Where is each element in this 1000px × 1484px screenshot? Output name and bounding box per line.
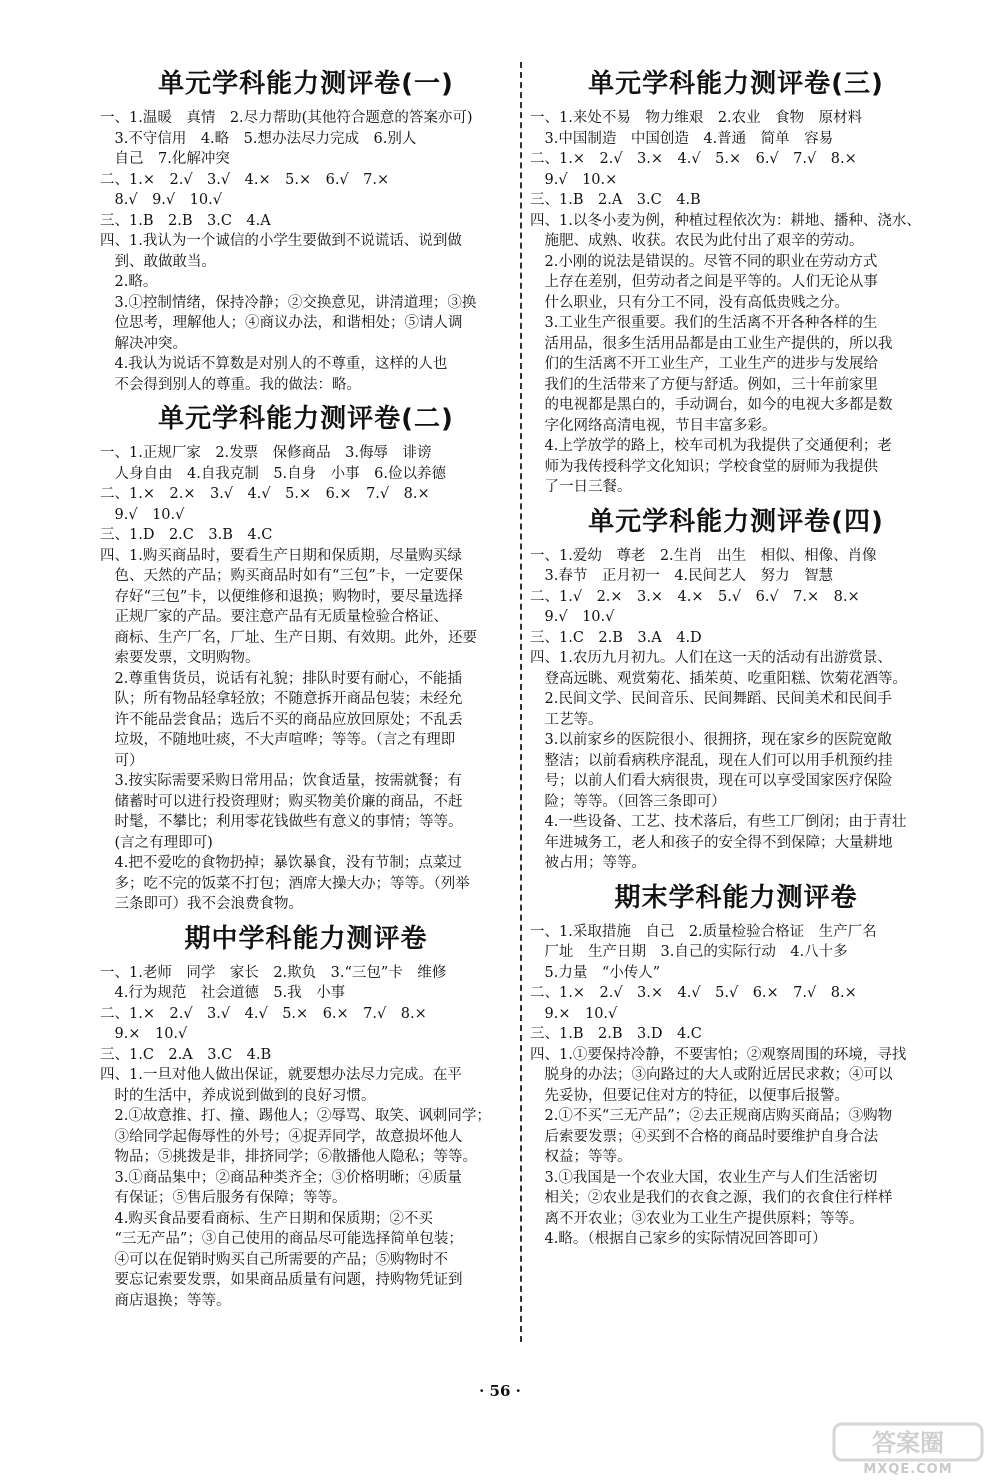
section-title: 单元学科能力测评卷(二) [158, 404, 454, 434]
answer-line: 正规厂家的产品。要注意产品有无质量检验合格证、 [100, 609, 448, 625]
answer-line: 什么职业，只有分工不同，没有高低贵贱之分。 [530, 294, 849, 311]
answer-line: 四、1.以冬小麦为例，种植过程依次为：耕地、播种、浇水、 [530, 212, 921, 229]
answer-line: 登高远眺、观赏菊花、插茱萸、吃重阳糕、饮菊花酒等。 [530, 670, 907, 687]
answer-line: 5.力量 “小传人” [530, 964, 661, 981]
answer-line: 时髦，不攀比；利用零花钱做些有意义的事情；等等。 [100, 814, 463, 830]
answer-section [100, 60, 512, 395]
answer-line: 险；等等。（回答三条即可） [530, 793, 726, 810]
answer-line: 二、1.× 2.× 3.√ 4.√ 5.× 6.× 7.√ 8.× [100, 486, 430, 502]
answer-line: 存好“三包”卡，以便维修和退换；购物时，要尽量选择 [100, 588, 463, 605]
answer-line: (言之有理即可) [100, 834, 213, 851]
answer-line: 二、1.× 2.√ 3.√ 4.√ 5.× 6.× 7.√ 8.× [100, 1005, 427, 1022]
answer-line: 厂址 生产日期 3.自己的实际行动 4.八十多 [530, 944, 848, 960]
section-title: 期末学科能力测评卷 [614, 882, 858, 913]
answer-line: 一、1.爱幼 尊老 2.生肖 出生 相似、相像、肖像 [530, 547, 877, 564]
answer-line: 被占用；等等。 [530, 855, 646, 871]
answer-line: 们的生活离不开工业生产，工业生产的进步与发展给 [530, 356, 878, 372]
answer-line: 一、1.来处不易 物力维艰 2.农业 食物 原材料 [530, 110, 863, 126]
answer-section [100, 395, 512, 915]
answer-line: 队；所有物品轻拿轻放；不随意拆开商品包装；未经允 [100, 691, 463, 707]
answer-line: 2.民间文学、民间音乐、民间舞蹈、民间美术和民间手 [530, 691, 892, 707]
answer-line: 要忘记索要发票，如果商品质量有问题，持购物凭证到 [100, 1272, 463, 1288]
answer-section [100, 915, 512, 1312]
answer-line: 三、1.D 2.C 3.B 4.C [100, 527, 273, 543]
answer-line: 相关；②农业是我们的衣食之源，我们的衣食住行样样 [530, 1190, 893, 1206]
answer-line: 4.略。（根据自己家乡的实际情况回答即可） [530, 1231, 827, 1247]
answer-line: 四、1.农历九月初九。人们在这一天的活动有出游赏景、 [530, 650, 892, 666]
answer-line: 三、1.B 2.B 3.C 4.A [100, 212, 271, 229]
answer-line: 2.小刚的说法是错误的。尽管不同的职业在劳动方式 [530, 253, 878, 270]
answer-section [530, 498, 942, 874]
answer-line: 2.①不买“三无产品”；②去正规商店购买商品；③购物 [530, 1108, 893, 1124]
answer-line: 到、敢做敢当。 [100, 253, 216, 270]
answer-line: 四、1.①要保持冷静，不要害怕；②观察周围的环境，寻找 [530, 1046, 907, 1063]
answer-line: 4.购买食品要看商标、生产日期和保质期；②不买 [100, 1210, 433, 1227]
answer-line: 9.× 10.√ [100, 1026, 188, 1042]
answer-line: 权益；等等。 [530, 1149, 632, 1165]
answer-line: 4.把不爱吃的食物扔掉；暴饮暴食，没有节制；点菜过 [100, 855, 462, 871]
answer-line: 8.√ 9.√ 10.√ [100, 192, 222, 208]
answer-line: 施肥、成熟、收获。农民为此付出了艰辛的劳动。 [530, 233, 864, 249]
answer-line: 3.春节 正月初一 4.民间艺人 努力 智慧 [530, 568, 834, 584]
answer-line: 许不能品尝食品；选后不买的商品应放回原处；不乱丢 [100, 711, 463, 728]
answer-line: 二、1.× 2.√ 3.× 4.√ 5.× 6.√ 7.√ 8.× [530, 151, 857, 167]
answer-line: 一、1.采取措施 自己 2.质量检验合格证 生产厂名 [530, 923, 877, 940]
answer-line: 工艺等。 [530, 711, 603, 728]
svg-text:答案圈: 答案圈 [872, 1429, 944, 1457]
answer-line: 二、1.× 2.√ 3.√ 4.× 5.× 6.√ 7.× [100, 171, 390, 188]
answer-line: 2.略。 [100, 274, 158, 290]
answer-line: 我们的生活带来了方便与舒适。例如，三十年前家里 [530, 376, 878, 393]
answer-line: 2.①故意推、打、撞、踢他人；②辱骂、取笑、讽刺同学； [100, 1108, 491, 1124]
answer-line: 上存在差别，但劳动者之间是平等的。人们无论从事 [530, 274, 878, 290]
answer-line: 4.上学放学的路上，校车司机为我提供了交通便利；老 [530, 438, 892, 454]
answer-line: 号；以前人们看大病很贵，现在可以享受国家医疗保险 [530, 773, 893, 789]
answer-line: 的电视都是黑白的，手动调台，如今的电视大多都是数 [530, 397, 893, 413]
answer-line: 三、1.C 2.A 3.C 4.B [100, 1046, 272, 1063]
answer-line: 物品；⑤挑拨是非，排挤同学；⑥散播他人隐私；等等。 [100, 1149, 477, 1165]
answer-line: 商店退换；等等。 [100, 1292, 231, 1309]
answer-line: 解决冲突。 [100, 335, 187, 352]
answer-line: 先妥协，但要记住对方的特征，以便事后报警。 [530, 1087, 849, 1104]
answer-line: 一、1.正规厂家 2.发票 保修商品 3.侮辱 诽谤 [100, 445, 432, 461]
left-column [100, 60, 512, 1311]
answer-line: 四、1.一旦对他人做出保证，就要想办法尽力完成。在平 [100, 1067, 462, 1083]
answer-line: “三无产品”；③自己使用的商品尽可能选择简单包装； [100, 1231, 463, 1247]
answer-line: 9.√ 10.× [530, 171, 618, 188]
answer-line: ④可以在促销时购买自己所需要的产品；⑤购物时不 [100, 1251, 448, 1268]
answer-line: 9.× 10.√ [530, 1005, 618, 1022]
answer-line: 色、天然的产品；购买商品时如有“三包”卡，一定要保 [100, 568, 463, 584]
answer-line: 三、1.B 2.B 3.D 4.C [530, 1026, 702, 1042]
answer-line: 整洁；以前看病秩序混乱，现在人们可以用手机预约挂 [530, 752, 893, 769]
answer-line: 活用品，很多生活用品都是由工业生产提供的，所以我 [530, 335, 893, 352]
answer-line: 3.①商品集中；②商品种类齐全；③价格明晰；④质量 [100, 1169, 462, 1186]
answer-line: 2.尊重售货员，说话有礼貌；排队时要有耐心，不能插 [100, 670, 462, 687]
answer-line: 3.以前家乡的医院很小、很拥挤，现在家乡的医院宽敞 [530, 732, 892, 748]
section-title: 单元学科能力测评卷(三) [588, 69, 884, 99]
answer-line: 垃圾，不随地吐痰，不大声喧哗；等等。（言之有理即 [100, 732, 456, 748]
answer-line: 4.一些设备、工艺、技术落后，有些工厂倒闭；由于青壮 [530, 814, 907, 830]
section-title: 单元学科能力测评卷(四) [588, 506, 884, 537]
section-title: 期中学科能力测评卷 [184, 923, 428, 954]
answer-line: ③给同学起侮辱性的外号；④捉弄同学，故意损坏他人 [100, 1128, 463, 1145]
answer-line: 可） [100, 752, 144, 769]
answer-line: 二、1.√ 2.× 3.× 4.× 5.√ 6.√ 7.× 8.× [530, 588, 860, 605]
watermark-url: MXQE.COM [863, 1462, 953, 1477]
column-divider [520, 62, 522, 1342]
answer-line: 商标、生产厂名，厂址、生产日期、有效期。此外，还要 [100, 629, 477, 646]
answer-line: 了一日三餐。 [530, 479, 632, 495]
right-column [530, 60, 942, 1250]
page-number: · 56 · [479, 1382, 521, 1400]
answer-line: 多；吃不完的饭菜不打包；酒席大操大办；等等。（列举 [100, 875, 470, 892]
answer-line: 一、1.温暖 真情 2.尽力帮助(其他符合题意的答案亦可) [100, 110, 473, 126]
answer-line: 后索要发票；④买到不合格的商品时要维护自身合法 [530, 1128, 878, 1145]
answer-line: 3.工业生产很重要。我们的生活离不开各种各样的生 [530, 315, 878, 331]
answer-line: 时的生活中，养成说到做到的良好习惯。 [100, 1087, 376, 1104]
answer-line: 一、1.老师 同学 家长 2.欺负 3.“三包”卡 维修 [100, 964, 447, 981]
answer-line: 三、1.B 2.A 3.C 4.B [530, 192, 701, 208]
answer-line: 四、1.购买商品时，要看生产日期和保质期，尽量购买绿 [100, 547, 462, 564]
answer-line: 9.√ 10.√ [530, 609, 615, 625]
section-title: 单元学科能力测评卷(一) [158, 69, 454, 99]
answer-line: 储蓄时可以进行投资理财；购买物美价廉的商品，不赶 [100, 793, 463, 810]
answer-line: 索要发票，文明购物。 [100, 650, 260, 666]
answer-line: 4.行为规范 社会道德 5.我 小事 [100, 985, 346, 1001]
answer-line: 不会得到别人的尊重。我的做法：略。 [100, 376, 361, 393]
answer-section [530, 874, 942, 1250]
answer-line: 二、1.× 2.√ 3.× 4.√ 5.√ 6.× 7.√ 8.× [530, 985, 857, 1001]
answer-line: 年进城务工，老人和孩子的安全得不到保障；大量耕地 [530, 834, 893, 851]
answer-line: 字化网络高清电视，节目丰富多彩。 [530, 417, 777, 434]
answer-line: 9.√ 10.√ [100, 506, 185, 523]
answer-line: 脱身的办法；③向路过的大人或附近居民求救；④可以 [530, 1067, 893, 1083]
answer-line: 3.不守信用 4.略 5.想办法尽力完成 6.别人 [100, 130, 417, 147]
answer-line: 3.中国制造 中国创造 4.普通 简单 容易 [530, 130, 834, 147]
answer-line: 3.①我国是一个农业大国，农业生产与人们生活密切 [530, 1169, 878, 1186]
answer-line: 位思考，理解他人；④商议办法，和谐相处；⑤请人调 [100, 315, 463, 331]
answer-line: 自己 7.化解冲突 [100, 151, 230, 167]
answer-line: 3.①控制情绪，保持冷静；②交换意见，讲清道理；③换 [100, 294, 477, 311]
answer-line: 师为我传授科学文化知识；学校食堂的厨师为我提供 [530, 458, 878, 475]
answer-line: 人身自由 4.自我克制 5.自身 小事 6.俭以养德 [100, 465, 447, 482]
answer-line: 有保证；⑤售后服务有保障；等等。 [100, 1190, 347, 1206]
answer-line: 离不开农业；③农业为工业生产提供原料；等等。 [530, 1210, 864, 1227]
answer-line: 3.按实际需要采购日常用品；饮食适量，按需就餐；有 [100, 773, 462, 789]
answer-line: 三条即可）我不会浪费食物。 [100, 896, 303, 912]
answer-line: 4.我认为说话不算数是对别人的不尊重，这样的人也 [100, 356, 448, 372]
answer-line: 三、1.C 2.B 3.A 4.D [530, 629, 702, 646]
answer-line: 四、1.我认为一个诚信的小学生要做到不说谎话、说到做 [100, 233, 462, 249]
answer-section [530, 60, 942, 498]
